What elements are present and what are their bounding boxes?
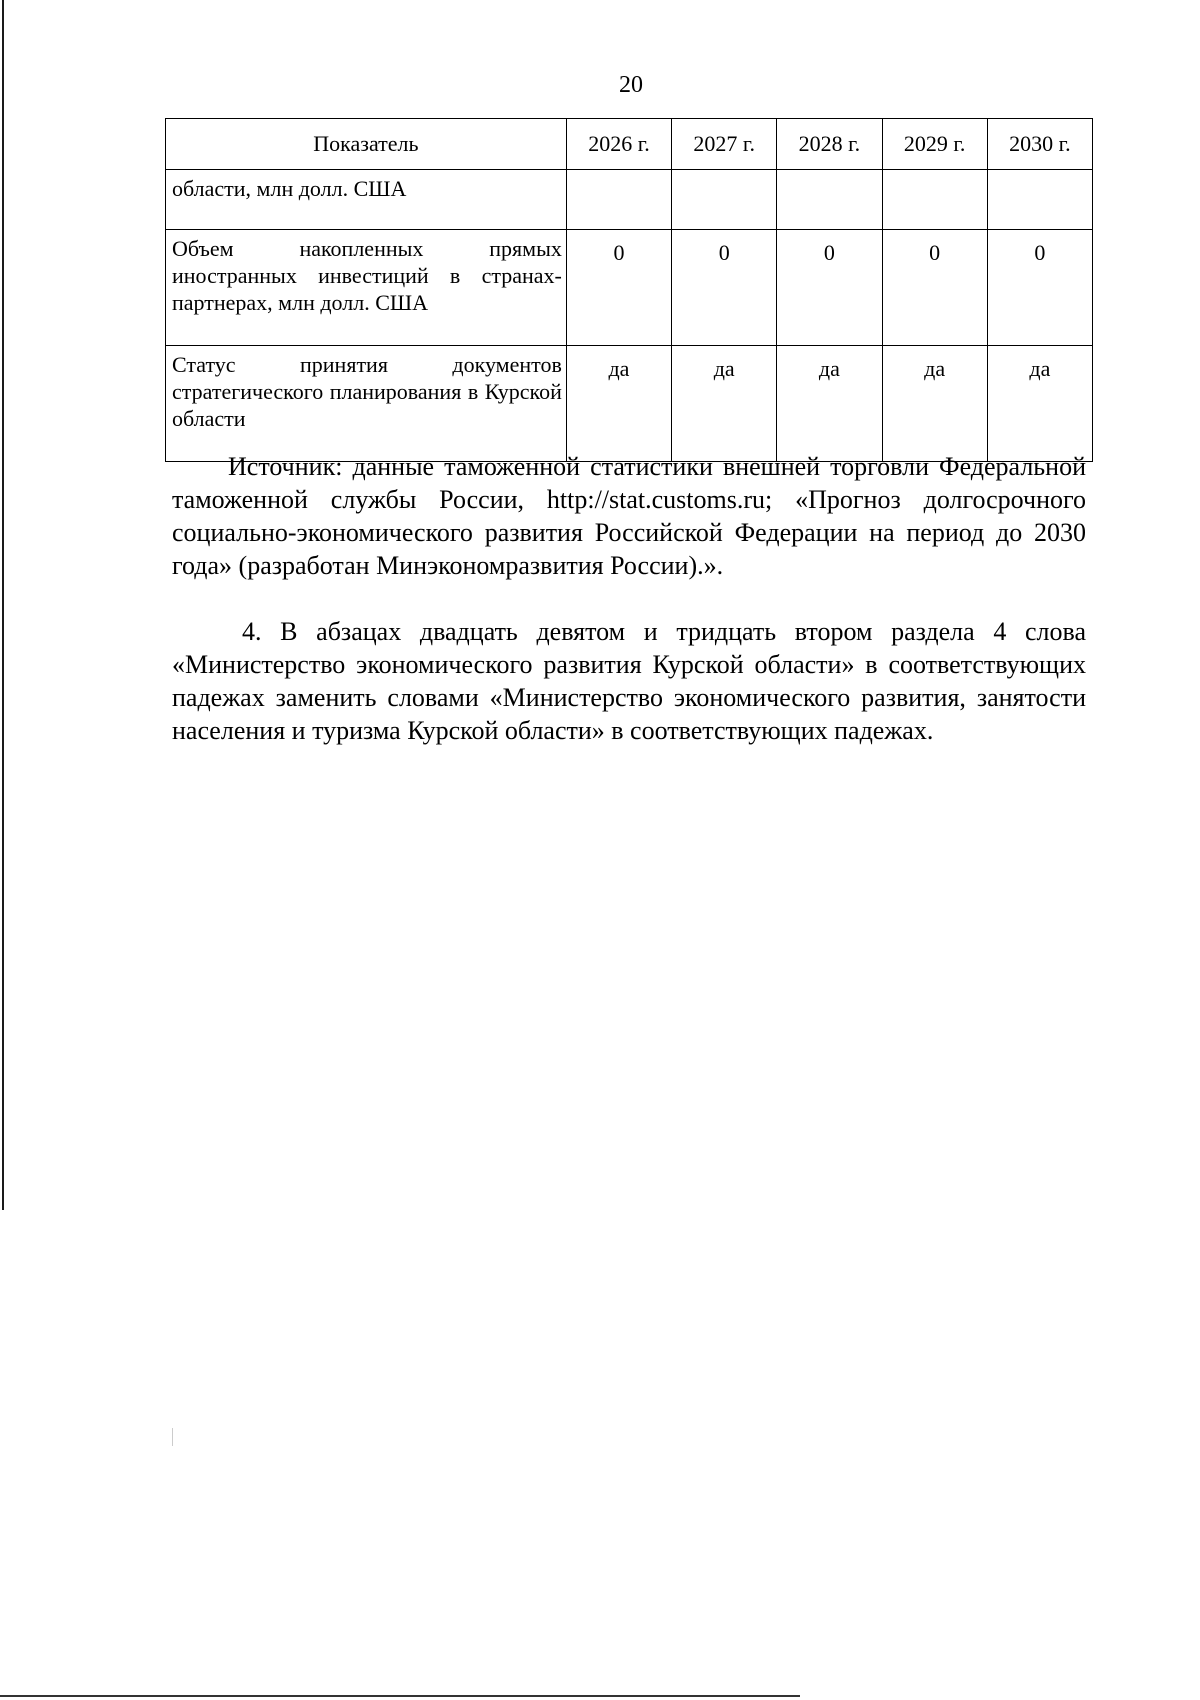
page-number: 20 — [619, 72, 643, 98]
value-cell: да — [566, 346, 671, 462]
table-header-row — [166, 119, 1093, 170]
header-year: 2029 г. — [882, 119, 987, 170]
header-year: 2026 г. — [566, 119, 671, 170]
value-cell: 0 — [777, 230, 882, 346]
value-cell — [882, 170, 987, 230]
header-indicator: Показатель — [166, 119, 567, 170]
header-year: 2028 г. — [777, 119, 882, 170]
value-cell — [672, 170, 777, 230]
value-cell: да — [987, 346, 1092, 462]
value-cell — [987, 170, 1092, 230]
indicator-cell: Статус принятия документов стратегического планирования в Курской области — [166, 346, 567, 462]
amendment-paragraph-4: 4. В абзацах двадцать девятом и тридцать втором раздела 4 слова «Министерство экономического развития Курской области» в соответствующих падежах заменить словами «Министерство экономического развития, занятости населения и туризма Курской области» в соответствующих падежах. — [172, 617, 1086, 745]
value-cell: 0 — [672, 230, 777, 346]
value-cell — [566, 170, 671, 230]
value-cell: 0 — [566, 230, 671, 346]
table-row — [166, 230, 1093, 346]
indicator-cell: области, млн долл. США — [166, 170, 567, 230]
indicator-cell: Объем накопленных прямых иностранных инвестиций в странах-партнерах, млн долл. США — [166, 230, 567, 346]
value-cell: да — [777, 346, 882, 462]
indicators-table — [165, 118, 1093, 462]
value-cell: да — [882, 346, 987, 462]
value-cell: 0 — [882, 230, 987, 346]
header-year: 2027 г. — [672, 119, 777, 170]
header-year: 2030 г. — [987, 119, 1092, 170]
scan-artifact — [172, 1428, 173, 1446]
value-cell — [777, 170, 882, 230]
scan-bottom-edge — [0, 1695, 800, 1697]
value-cell: 0 — [987, 230, 1092, 346]
source-paragraph: Источник: данные таможенной статистики внешней торговли Федеральной таможенной службы России, http://stat.customs.ru; «Прогноз долгосрочного социально-экономического развития Российской Федерации на период до 2030 года» (разработан Минэкономразвития России).». — [172, 452, 1086, 580]
scan-left-edge — [2, 0, 4, 1210]
value-cell: да — [672, 346, 777, 462]
table-row — [166, 170, 1093, 230]
table-row — [166, 346, 1093, 462]
